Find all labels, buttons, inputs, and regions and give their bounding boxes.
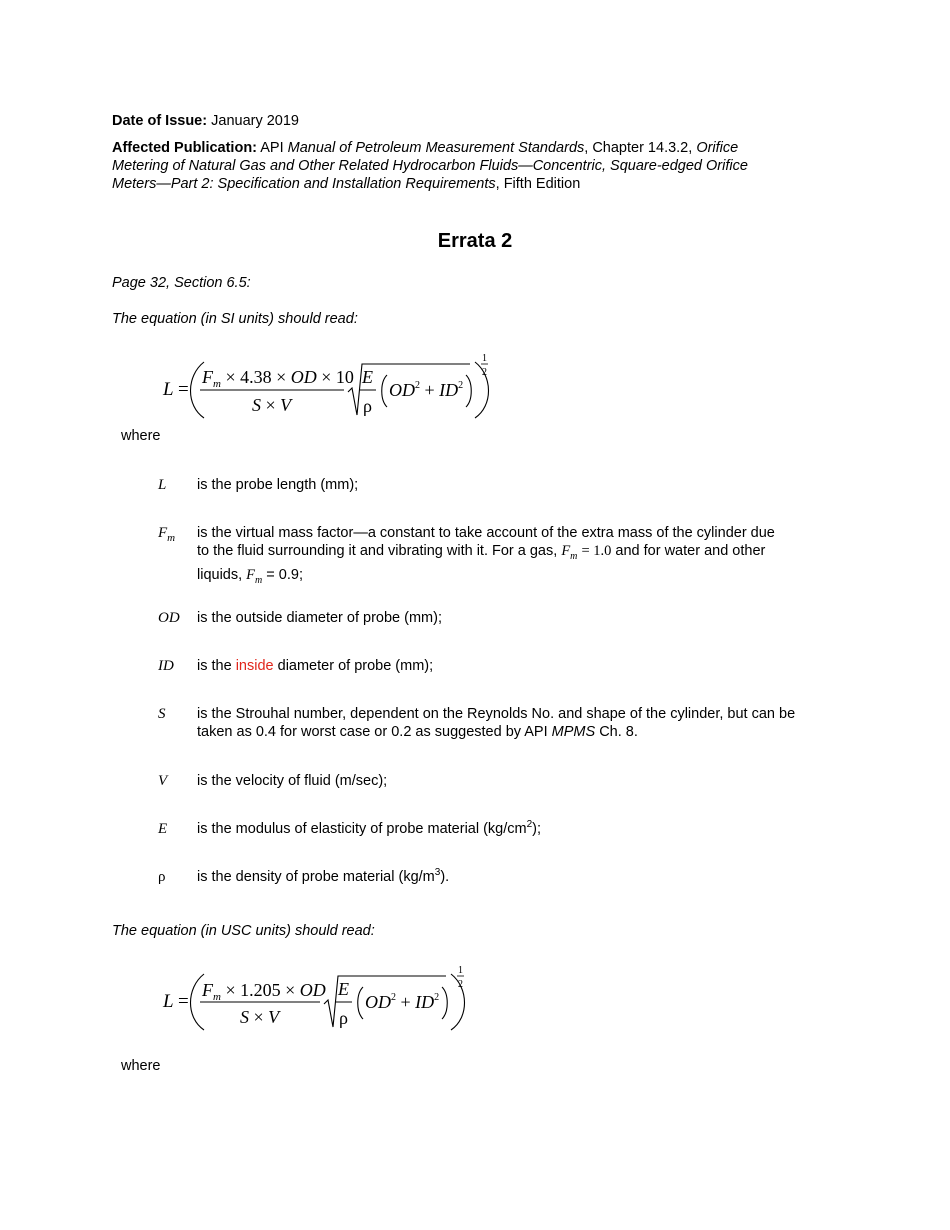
def-E-end: ); <box>532 821 542 837</box>
def-ID-text <box>197 657 827 675</box>
def-ID-highlight: inside <box>235 658 274 674</box>
def-S-line-2a: taken as 0.4 for worst case or 0.2 as suggested by API <box>197 724 548 740</box>
section-location-text: Page 32, Section 6.5: <box>112 275 251 291</box>
def-Fm-text <box>197 524 827 590</box>
usc-numerator: $F_m \times 1.205$ × OD <box>202 980 326 1003</box>
publication-manual: Manual of Petroleum Measurement Standards <box>287 140 585 156</box>
publication-title-2: Metering of Natural Gas and Other Related Hydrocarbon Fluids—Concentric, Square-edged Orifice <box>112 158 748 174</box>
where-label-usc: where <box>121 1058 161 1074</box>
publication-title-1: Orifice <box>696 140 739 156</box>
si-inner-paren-left <box>382 375 387 407</box>
def-rho-text <box>197 868 827 886</box>
usc-eq-L: L <box>163 991 174 1012</box>
def-rho-end: ). <box>440 869 450 885</box>
si-numerator: $F_m \times 4.38$ × OD × 10 <box>202 367 354 390</box>
def-Fm-line-3a: liquids, <box>197 566 243 583</box>
def-Fm-line-2a: to the fluid surrounding it and vibrating with it. For a gas, <box>197 543 558 559</box>
usc-sum: $OD^2 + ID^2$ <box>365 992 440 1012</box>
def-Fm-symbol <box>158 524 175 547</box>
def-Fm-liquid-value: = 0.9; <box>266 566 303 583</box>
usc-E: E <box>338 979 349 999</box>
def-Fm-line-2b: and for water and other <box>615 543 766 559</box>
publication-chapter: , Chapter 14.3.2, <box>584 140 693 156</box>
si-denominator: S × V <box>252 395 292 415</box>
usc-rho: ρ <box>339 1008 348 1028</box>
affected-publication-line-1 <box>112 139 738 157</box>
date-value: January 2019 <box>211 113 299 129</box>
def-ID-pre: is the <box>197 658 232 674</box>
date-label: Date of Issue: <box>112 113 208 129</box>
def-S-text <box>197 705 827 741</box>
affected-publication-line-2 <box>112 157 748 175</box>
def-Fm-sym-sub: m <box>167 532 176 544</box>
si-rho: ρ <box>363 396 372 416</box>
affected-publication-line-3 <box>112 175 580 193</box>
def-rho-sup: 3 <box>434 867 441 878</box>
si-exp-den: 2 <box>482 367 487 378</box>
si-equation <box>160 350 500 425</box>
def-Fm-gas-value: = 1.0 <box>581 543 612 559</box>
def-Fm-gas-sym: $F_m$ <box>561 543 578 562</box>
def-Fm-liq-sym: $F_m$ <box>246 566 263 586</box>
def-Fm-line-2 <box>197 542 827 566</box>
def-E-symbol: E <box>158 821 168 837</box>
usc-exp-num: 1 <box>458 965 463 976</box>
si-intro <box>112 310 358 328</box>
def-ID-symbol: ID <box>158 658 174 674</box>
where-label-si: where <box>121 428 161 444</box>
usc-inner-paren-right <box>442 987 447 1019</box>
def-L-symbol: L <box>158 477 167 493</box>
def-Fm-line-1: is the virtual mass factor—a constant to take account of the extra mass of the cylinder due <box>197 525 775 541</box>
publication-title-3: Meters—Part 2: Specification and Installation Requirements <box>112 176 496 192</box>
si-sum: $OD^2 + ID^2$ <box>389 380 464 400</box>
publication-edition: , Fifth Edition <box>495 176 581 192</box>
date-of-issue <box>112 112 299 130</box>
def-E-sup: 2 <box>526 819 533 830</box>
si-inner-paren-right <box>466 375 471 407</box>
def-OD-text: is the outside diameter of probe (mm); <box>197 610 442 626</box>
usc-eq-equals: = <box>178 991 189 1012</box>
def-ID-post: diameter of probe (mm); <box>277 658 434 674</box>
publication-label: Affected Publication: <box>112 140 258 156</box>
usc-intro-text: The equation (in USC units) should read: <box>112 923 375 939</box>
def-rho-main: is the density of probe material (kg/m <box>197 869 435 885</box>
page-title: Errata 2 <box>437 230 513 252</box>
def-V-text: is the velocity of fluid (m/sec); <box>197 773 388 789</box>
eq-equals: = <box>178 379 189 400</box>
def-S-line-2 <box>197 723 827 741</box>
usc-inner-paren-left <box>358 987 363 1019</box>
def-rho-symbol: ρ <box>158 869 166 885</box>
def-V-symbol: V <box>158 773 168 789</box>
eq-L: L <box>163 379 174 400</box>
def-S-line-2b: Ch. 8. <box>599 724 638 740</box>
def-Fm-sym-main: F <box>158 525 168 541</box>
usc-exp-den: 2 <box>458 979 463 990</box>
def-E-text <box>197 820 827 838</box>
def-L-text: is the probe length (mm); <box>197 477 359 493</box>
si-intro-text: The equation (in SI units) should read: <box>112 311 358 327</box>
usc-intro <box>112 922 375 940</box>
si-E: E <box>362 367 373 387</box>
section-location <box>112 274 251 292</box>
usc-equation <box>160 962 480 1037</box>
usc-denominator: S × V <box>240 1007 280 1027</box>
def-E-main: is the modulus of elasticity of probe material (kg/cm <box>197 821 527 837</box>
si-exp-num: 1 <box>482 353 487 364</box>
def-OD-symbol: OD <box>158 610 180 626</box>
def-S-mpms: MPMS <box>551 724 596 740</box>
def-Fm-line-3 <box>197 566 827 590</box>
def-S-symbol: S <box>158 706 166 722</box>
def-S-line-1: is the Strouhal number, dependent on the Reynolds No. and shape of the cylinder, but can be <box>197 706 796 722</box>
publication-api: API <box>260 140 284 156</box>
